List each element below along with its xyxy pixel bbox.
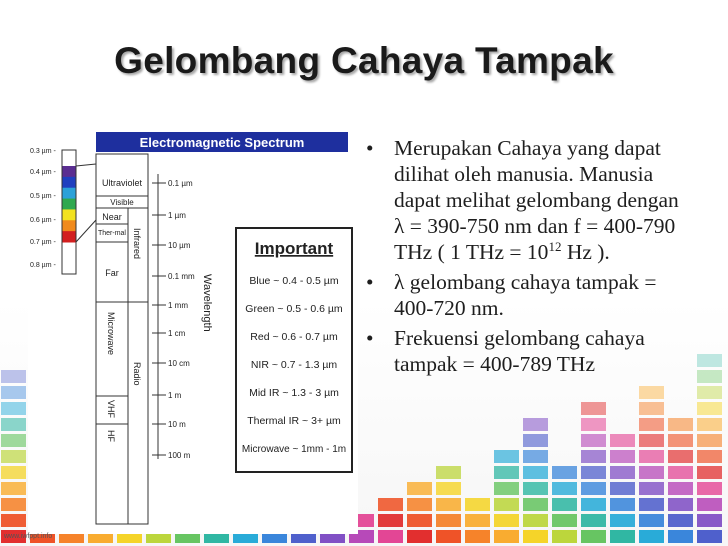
equalizer-block bbox=[407, 530, 432, 543]
bullet-superscript: 12 bbox=[548, 238, 562, 254]
bullet-marker: • bbox=[366, 270, 374, 294]
equalizer-block bbox=[668, 530, 693, 543]
equalizer-block bbox=[1, 514, 26, 527]
band-visible: Visible bbox=[110, 198, 134, 207]
equalizer-block bbox=[668, 482, 693, 495]
equalizer-block bbox=[494, 530, 519, 543]
equalizer-block bbox=[639, 466, 664, 479]
band-thermal: Ther-mal bbox=[97, 230, 127, 237]
equalizer-block bbox=[1, 402, 26, 415]
equalizer-block bbox=[523, 450, 548, 463]
equalizer-block bbox=[639, 514, 664, 527]
equalizer-block bbox=[523, 482, 548, 495]
equalizer-block bbox=[494, 482, 519, 495]
equalizer-block bbox=[697, 482, 722, 495]
visible-color-band bbox=[62, 199, 76, 210]
equalizer-block bbox=[523, 498, 548, 511]
equalizer-block bbox=[1, 386, 26, 399]
equalizer-block bbox=[465, 498, 490, 511]
equalizer-block bbox=[639, 482, 664, 495]
equalizer-block bbox=[639, 386, 664, 399]
equalizer-block bbox=[581, 498, 606, 511]
visible-color-band bbox=[62, 220, 76, 231]
left-scale-label: 0.5 µm - bbox=[30, 193, 56, 200]
bullet-marker: • bbox=[366, 136, 374, 160]
bullet-marker: • bbox=[366, 326, 374, 350]
equalizer-block bbox=[436, 514, 461, 527]
equalizer-block bbox=[523, 434, 548, 447]
equalizer-block bbox=[697, 514, 722, 527]
important-row: Microwave ~ 1mm - 1m bbox=[241, 444, 347, 455]
equalizer-block bbox=[494, 450, 519, 463]
equalizer-block bbox=[436, 466, 461, 479]
band-far: Far bbox=[105, 268, 119, 278]
footer-watermark: www.iwfppt.info bbox=[4, 533, 53, 540]
equalizer-block bbox=[581, 418, 606, 431]
right-scale-label: 10 µm bbox=[168, 241, 191, 250]
equalizer-block bbox=[610, 450, 635, 463]
left-scale-label: 0.4 µm - bbox=[30, 169, 56, 176]
band-microwave: Microwave bbox=[106, 312, 116, 356]
equalizer-block bbox=[1, 450, 26, 463]
equalizer-block bbox=[668, 466, 693, 479]
equalizer-block bbox=[1, 418, 26, 431]
left-scale-label: 0.3 µm - bbox=[30, 148, 56, 155]
equalizer-block bbox=[552, 466, 577, 479]
band-near: Near bbox=[102, 212, 122, 222]
equalizer-block bbox=[668, 514, 693, 527]
equalizer-block bbox=[436, 498, 461, 511]
equalizer-block bbox=[494, 514, 519, 527]
slide-title: Gelombang Cahaya Tampak bbox=[114, 40, 614, 81]
band-vhf: VHF bbox=[106, 400, 116, 418]
equalizer-block bbox=[465, 530, 490, 543]
equalizer-block bbox=[610, 466, 635, 479]
equalizer-block bbox=[581, 402, 606, 415]
equalizer-block bbox=[436, 530, 461, 543]
visible-color-band bbox=[62, 209, 76, 220]
equalizer-block bbox=[610, 498, 635, 511]
equalizer-block bbox=[581, 434, 606, 447]
equalizer-block bbox=[581, 530, 606, 543]
equalizer-block bbox=[639, 402, 664, 415]
equalizer-block bbox=[610, 434, 635, 447]
equalizer-block bbox=[407, 482, 432, 495]
left-scale-label: 0.8 µm - bbox=[30, 262, 56, 269]
right-scale-label: 1 µm bbox=[168, 211, 186, 220]
equalizer-block bbox=[378, 530, 403, 543]
equalizer-block bbox=[378, 514, 403, 527]
spectrum-header: Electromagnetic Spectrum bbox=[139, 135, 305, 150]
right-scale-label: 10 m bbox=[168, 420, 186, 429]
equalizer-block bbox=[436, 482, 461, 495]
right-scale-label: 10 cm bbox=[168, 359, 190, 368]
left-scale-label: 0.7 µm - bbox=[30, 239, 56, 246]
visible-color-band bbox=[62, 188, 76, 199]
equalizer-block bbox=[697, 402, 722, 415]
equalizer-block bbox=[697, 466, 722, 479]
equalizer-block bbox=[523, 466, 548, 479]
equalizer-block bbox=[407, 498, 432, 511]
important-row: Thermal IR ~ 3+ µm bbox=[247, 415, 341, 427]
equalizer-block bbox=[581, 514, 606, 527]
equalizer-block bbox=[523, 514, 548, 527]
left-scale-label: 0.6 µm - bbox=[30, 217, 56, 224]
equalizer-block bbox=[668, 498, 693, 511]
important-row: Green ~ 0.5 - 0.6 µm bbox=[245, 303, 343, 315]
important-row: Mid IR ~ 1.3 - 3 µm bbox=[249, 387, 339, 399]
equalizer-block bbox=[697, 530, 722, 543]
important-row: Red ~ 0.6 - 0.7 µm bbox=[250, 331, 338, 343]
equalizer-block bbox=[639, 450, 664, 463]
equalizer-block bbox=[697, 354, 722, 367]
equalizer-block bbox=[1, 466, 26, 479]
equalizer-block bbox=[697, 434, 722, 447]
equalizer-block bbox=[581, 482, 606, 495]
equalizer-block bbox=[697, 450, 722, 463]
band-hf: HF bbox=[106, 430, 116, 442]
important-box bbox=[236, 228, 352, 472]
bullet-item bbox=[362, 135, 692, 265]
equalizer-block bbox=[523, 530, 548, 543]
visible-color-band bbox=[62, 231, 76, 242]
equalizer-block bbox=[581, 466, 606, 479]
equalizer-block bbox=[523, 418, 548, 431]
equalizer-block bbox=[639, 498, 664, 511]
important-heading: Important bbox=[254, 239, 334, 258]
equalizer-block bbox=[1, 498, 26, 511]
right-scale-label: 0.1 µm bbox=[168, 179, 193, 188]
equalizer-block bbox=[552, 514, 577, 527]
bullet-text: Frekuensi gelombang cahaya tampak = 400-789 THz bbox=[394, 326, 645, 376]
wavelength-axis-label: Wavelength bbox=[201, 274, 213, 332]
equalizer-block bbox=[552, 482, 577, 495]
band-infrared: Infrared bbox=[132, 228, 142, 260]
bullet-text: Merupakan Cahaya yang dapat dilihat oleh manusia. Manusia dapat melihat gelombang dengan λ = 390-750 nm dan f = 400-790 THz ( 1 THz = 10 bbox=[394, 136, 679, 264]
right-scale-label: 1 m bbox=[168, 391, 182, 400]
bullet-text-end: Hz ). bbox=[561, 240, 610, 264]
important-row: NIR ~ 0.7 - 1.3 µm bbox=[250, 359, 338, 371]
equalizer-block bbox=[1, 482, 26, 495]
equalizer-block bbox=[639, 434, 664, 447]
spectrum-image bbox=[28, 124, 358, 534]
equalizer-block bbox=[668, 450, 693, 463]
right-scale-label: 1 mm bbox=[168, 301, 188, 310]
bullet-item bbox=[362, 325, 692, 377]
equalizer-block bbox=[668, 434, 693, 447]
important-row: Blue ~ 0.4 - 0.5 µm bbox=[249, 275, 339, 287]
equalizer-block bbox=[494, 466, 519, 479]
equalizer-block bbox=[552, 530, 577, 543]
equalizer-block bbox=[668, 418, 693, 431]
equalizer-block bbox=[610, 482, 635, 495]
equalizer-block bbox=[581, 450, 606, 463]
equalizer-block bbox=[407, 514, 432, 527]
equalizer-block bbox=[494, 498, 519, 511]
equalizer-block bbox=[610, 530, 635, 543]
equalizer-block bbox=[697, 418, 722, 431]
equalizer-block bbox=[378, 498, 403, 511]
visible-color-band bbox=[62, 177, 76, 188]
equalizer-block bbox=[552, 498, 577, 511]
equalizer-block bbox=[697, 498, 722, 511]
bullet-item bbox=[362, 269, 692, 321]
band-radio: Radio bbox=[132, 362, 142, 386]
equalizer-block bbox=[610, 514, 635, 527]
visible-color-band bbox=[62, 166, 76, 177]
equalizer-block bbox=[697, 370, 722, 383]
bullet-list bbox=[362, 135, 692, 381]
equalizer-block bbox=[1, 370, 26, 383]
equalizer-block bbox=[465, 514, 490, 527]
right-scale-label: 100 m bbox=[168, 451, 191, 460]
right-scale-label: 1 cm bbox=[168, 329, 186, 338]
equalizer-block bbox=[639, 530, 664, 543]
right-scale-label: 0.1 mm bbox=[168, 272, 195, 281]
equalizer-block bbox=[697, 386, 722, 399]
equalizer-block bbox=[639, 418, 664, 431]
equalizer-block bbox=[1, 434, 26, 447]
band-ultraviolet: Ultraviolet bbox=[101, 178, 143, 188]
bullet-text: λ gelombang cahaya tampak = 400-720 nm. bbox=[394, 270, 657, 320]
